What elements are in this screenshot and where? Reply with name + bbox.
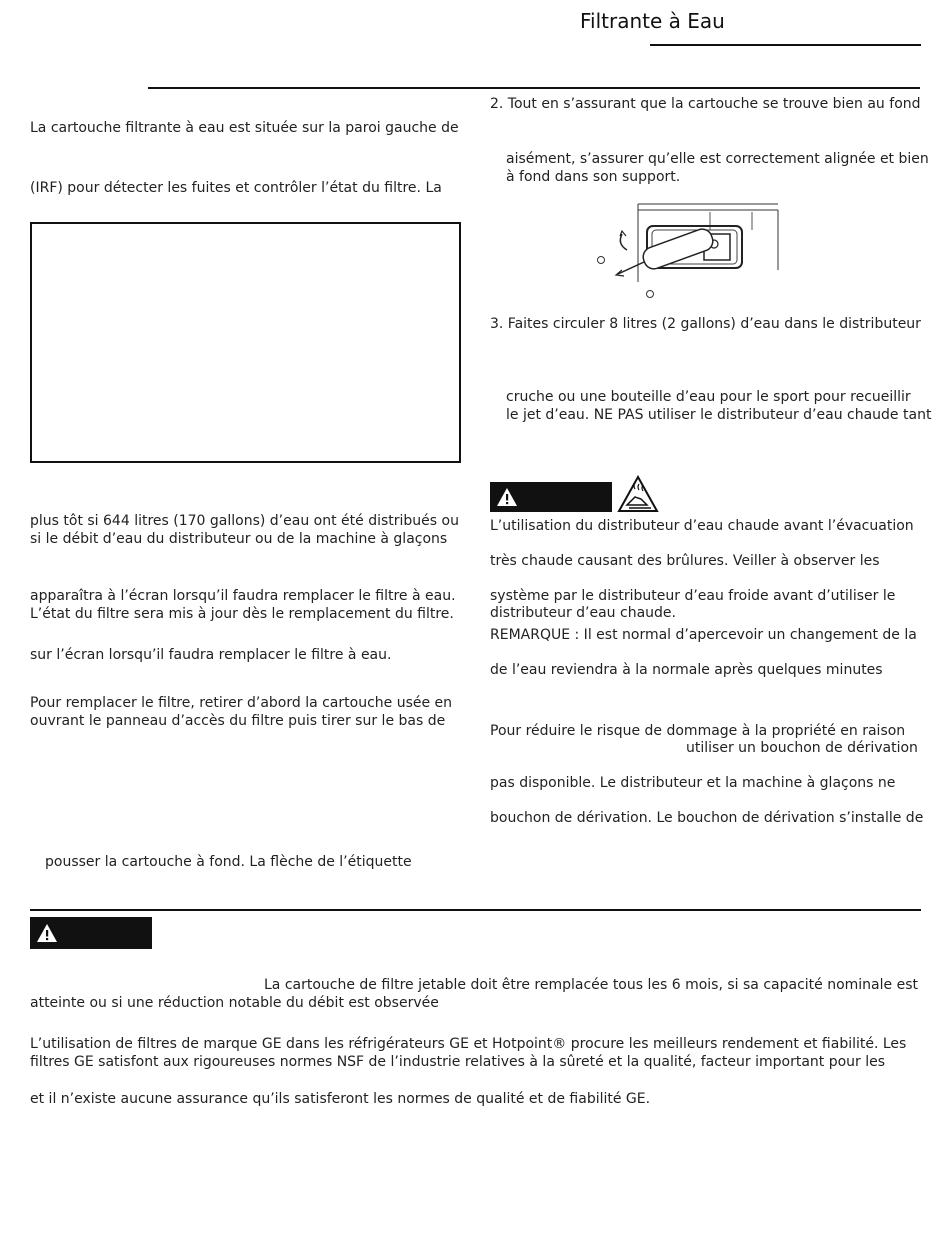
warning-triangle-icon <box>496 487 518 507</box>
left-text-line: La cartouche filtrante à eau est située sur la paroi gauche de <box>30 120 459 136</box>
bottom-warning-banner <box>30 917 152 949</box>
left-text-line: pousser la cartouche à fond. La flèche de l’étiquette <box>45 854 412 870</box>
right-text-line: Pour réduire le risque de dommage à la propriété en raison <box>490 723 906 739</box>
left-text-line: Pour remplacer le filtre, retirer d’abord la cartouche usée en <box>30 695 453 711</box>
page-title: Filtrante à Eau <box>580 9 725 33</box>
bottom-section-rule <box>30 909 921 911</box>
right-text-line: bouchon de dérivation. Le bouchon de dérivation s’installe de <box>490 810 924 826</box>
right-text-line: utiliser un bouchon de dérivation <box>686 740 918 756</box>
left-text-line: (IRF) pour détecter les fuites et contrôler l’état du filtre. La <box>30 180 442 196</box>
bottom-text-line: atteinte ou si une réduction notable du débit est observée <box>30 995 439 1011</box>
right-text-line: à fond dans son support. <box>506 169 681 185</box>
right-text-line: distributeur d’eau chaude. <box>490 605 676 621</box>
left-text-line: plus tôt si 644 litres (170 gallons) d’eau ont été distribués ou <box>30 513 459 529</box>
hot-surface-hand-icon <box>617 475 659 513</box>
right-text-line: 3. Faites circuler 8 litres (2 gallons) d’eau dans le distributeur <box>490 316 921 332</box>
left-text-line: L’état du filtre sera mis à jour dès le remplacement du filtre. <box>30 606 454 622</box>
left-text-line: ouvrant le panneau d’accès du filtre puis tirer sur le bas de <box>30 713 446 729</box>
right-text-line: cruche ou une bouteille d’eau pour le sport pour recueillir <box>506 389 911 405</box>
left-text-line: apparaîtra à l’écran lorsqu’il faudra remplacer le filtre à eau. <box>30 588 456 604</box>
left-text-line: sur l’écran lorsqu’il faudra remplacer le filtre à eau. <box>30 647 392 663</box>
bottom-text-line: filtres GE satisfont aux rigoureuses normes NSF de l’industrie relatives à la sûreté et la qualité, facteur important pour les <box>30 1054 886 1070</box>
notice-box <box>30 222 461 463</box>
bottom-text-line: et il n’existe aucune assurance qu’ils satisferont les normes de qualité et de fiabilité GE. <box>30 1091 651 1107</box>
right-text-line: REMARQUE : Il est normal d’apercevoir un changement de la <box>490 627 917 643</box>
warning-triangle-icon <box>36 923 58 943</box>
bottom-text-line: L’utilisation de filtres de marque GE dans les réfrigérateurs GE et Hotpoint® procure les meilleurs rendement et fiabilité. Les <box>30 1036 907 1052</box>
left-text-line: si le débit d’eau du distributeur ou de la machine à glaçons <box>30 531 448 547</box>
right-text-line: L’utilisation du distributeur d’eau chaude avant l’évacuation <box>490 518 914 534</box>
right-text-line: le jet d’eau. NE PAS utiliser le distributeur d’eau chaude tant <box>506 407 932 423</box>
header-rule <box>650 44 921 46</box>
section-rule-left <box>148 87 920 89</box>
right-text-line: système par le distributeur d’eau froide avant d’utiliser le <box>490 588 896 604</box>
warning-banner <box>490 482 612 512</box>
right-text-line: pas disponible. Le distributeur et la machine à glaçons ne <box>490 775 896 791</box>
right-text-line: très chaude causant des brûlures. Veiller à observer les <box>490 553 880 569</box>
bottom-text-line: La cartouche de filtre jetable doit être remplacée tous les 6 mois, si sa capacité nominale est <box>264 977 918 993</box>
filter-cartridge-illustration <box>592 200 782 302</box>
right-text-line: 2. Tout en s’assurant que la cartouche se trouve bien au fond <box>490 96 921 112</box>
right-text-line: de l’eau reviendra à la normale après quelques minutes <box>490 662 883 678</box>
right-text-line: aisément, s’assurer qu’elle est correctement alignée et bien <box>506 151 929 167</box>
